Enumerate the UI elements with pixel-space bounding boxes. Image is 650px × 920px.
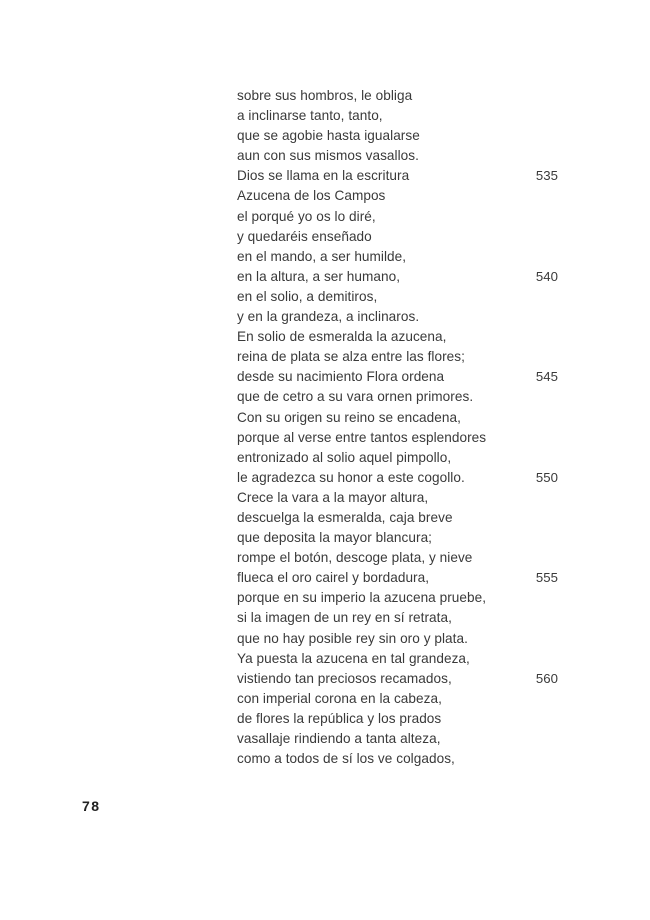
verse-block xyxy=(237,86,562,769)
verse-text: a inclinarse tanto, tanto, xyxy=(237,108,383,124)
verse-text: si la imagen de un rey en sí retrata, xyxy=(237,610,452,626)
verse-line xyxy=(237,448,562,468)
verse-line xyxy=(237,287,562,307)
verse-line xyxy=(237,729,562,749)
verse-line xyxy=(237,247,562,267)
verse-line xyxy=(237,629,562,649)
verse-line xyxy=(237,568,562,588)
verse-text: y quedaréis enseñado xyxy=(237,228,372,244)
verse-line xyxy=(237,588,562,608)
verse-line xyxy=(237,669,562,689)
verse-line xyxy=(237,166,562,186)
verse-text: le agradezca su honor a este cogollo. xyxy=(237,469,465,485)
verse-line xyxy=(237,126,562,146)
verse-text: en el mando, a ser humilde, xyxy=(237,248,407,264)
verse-line xyxy=(237,749,562,769)
verse-text: que de cetro a su vara ornen primores. xyxy=(237,389,474,405)
verse-text: que deposita la mayor blancura; xyxy=(237,530,433,546)
verse-text: descuelga la esmeralda, caja breve xyxy=(237,509,453,525)
verse-line xyxy=(237,468,562,488)
line-number: 545 xyxy=(535,369,558,385)
verse-text: desde su nacimiento Flora ordena xyxy=(237,369,445,385)
verse-text: como a todos de sí los ve colgados, xyxy=(237,751,455,767)
verse-line xyxy=(237,709,562,729)
verse-text: porque en su imperio la azucena pruebe, xyxy=(237,590,487,606)
line-number: 555 xyxy=(535,570,558,586)
verse-line xyxy=(237,207,562,227)
verse-text: en la altura, a ser humano, xyxy=(237,268,401,284)
verse-line xyxy=(237,689,562,709)
verse-line xyxy=(237,267,562,287)
verse-text: de flores la república y los prados xyxy=(237,710,442,726)
verse-text: sobre sus hombros, le obliga xyxy=(237,88,413,103)
verse-line xyxy=(237,649,562,669)
verse-text: y en la grandeza, a inclinaros. xyxy=(237,309,420,325)
verse-text: con imperial corona en la cabeza, xyxy=(237,690,442,706)
verse-text: vistiendo tan preciosos recamados, xyxy=(237,670,452,686)
verse-line xyxy=(237,608,562,628)
verse-line xyxy=(237,227,562,247)
verse-line xyxy=(237,146,562,166)
verse-line xyxy=(237,508,562,528)
verse-text: flueca el oro cairel y bordadura, xyxy=(237,570,430,586)
verse-line xyxy=(237,106,562,126)
line-number: 550 xyxy=(535,469,558,485)
verse-text: aun con sus mismos vasallos. xyxy=(237,148,419,164)
verse-text: porque al verse entre tantos esplendores xyxy=(237,429,487,445)
verse-line xyxy=(237,186,562,206)
verse-text: entronizado al solio aquel pimpollo, xyxy=(237,449,452,465)
page-number: 78 xyxy=(82,798,101,814)
verse-line xyxy=(237,528,562,548)
verse-text: En solio de esmeralda la azucena, xyxy=(237,329,447,345)
verse-text: Crece la vara a la mayor altura, xyxy=(237,489,429,505)
verse-line xyxy=(237,428,562,448)
verse-text: Azucena de los Campos xyxy=(237,188,386,204)
verse-line xyxy=(237,488,562,508)
verse-text: que se agobie hasta igualarse xyxy=(237,128,420,144)
verse-line xyxy=(237,307,562,327)
verse-text: en el solio, a demitiros, xyxy=(237,288,378,304)
verse-line xyxy=(237,86,562,106)
line-number: 540 xyxy=(535,268,558,284)
verse-line xyxy=(237,327,562,347)
verse-text: vasallaje rindiendo a tanta alteza, xyxy=(237,731,441,746)
verse-text: que no hay posible rey sin oro y plata. xyxy=(237,630,468,646)
verse-text: Dios se llama en la escritura xyxy=(237,168,410,184)
line-number: 560 xyxy=(535,670,558,686)
line-number: 535 xyxy=(535,168,558,184)
verse-line xyxy=(237,548,562,568)
verse-line xyxy=(237,387,562,407)
verse-text: Con su origen su reino se encadena, xyxy=(237,409,461,425)
verse-text: Ya puesta la azucena en tal grandeza, xyxy=(237,650,470,666)
verse-text: rompe el botón, descoge plata, y nieve xyxy=(237,550,473,566)
verse-line xyxy=(237,408,562,428)
verse-line xyxy=(237,347,562,367)
verse-text: el porqué yo os lo diré, xyxy=(237,208,376,224)
verse-line xyxy=(237,367,562,387)
verse-text: reina de plata se alza entre las flores; xyxy=(237,349,465,365)
